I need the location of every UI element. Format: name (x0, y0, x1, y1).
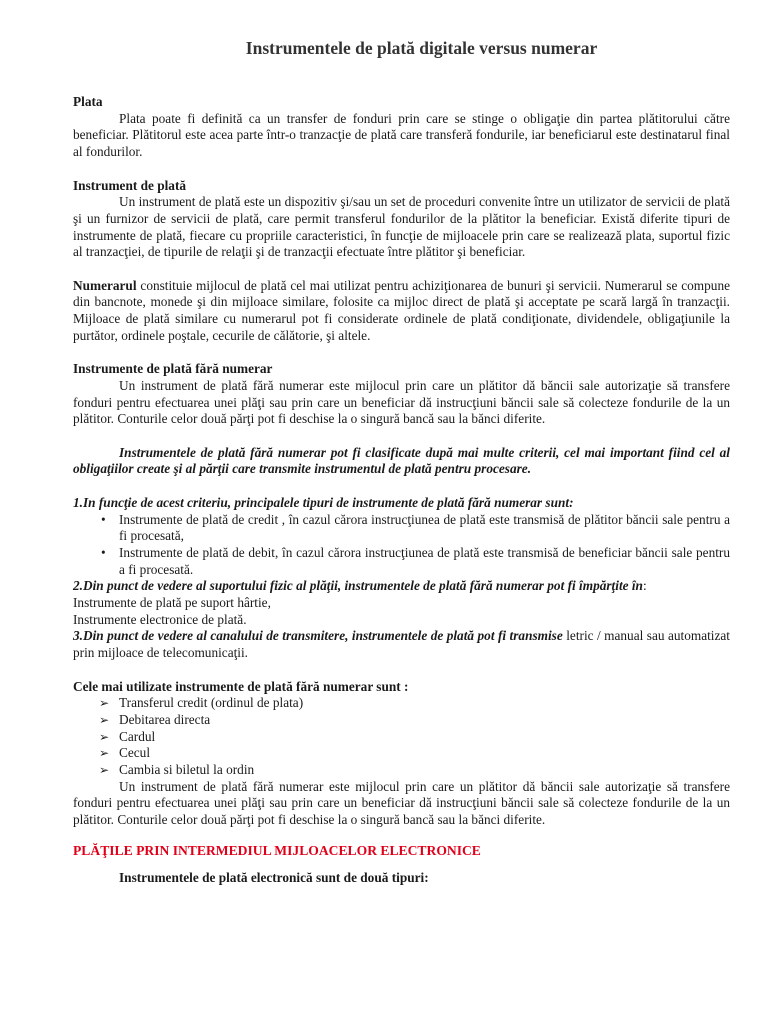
criterion-2-colon: : (642, 578, 647, 594)
section-heading-fara-numerar: Instrumente de plată fără numerar (73, 361, 273, 377)
criterion-2 (73, 578, 730, 595)
list-item: • Instrumente de plată de credit , în cazul cărora instrucţiunea de plată este transmisă de plătitor băncii sale pentru a fi procesată, (73, 512, 730, 545)
paragraph-clasificare: Instrumentele de plată fără numerar pot fi clasificate după mai multe criterii, cel mai important fiind cel al obligaţiilor create şi al părţii care transmite instrumentul de plată pentru procesare. (73, 444, 730, 477)
section-heading-utilizate: Cele mai utilizate instrumente de plată fără numerar sunt : (73, 678, 409, 694)
criterion-1-list (73, 512, 730, 579)
utilizate-list (73, 695, 730, 779)
page-title: Instrumentele de plată digitale versus numerar (245, 38, 598, 58)
list-item: ➢ Cambia si biletul la ordin (99, 762, 255, 778)
criterion-3 (73, 628, 730, 661)
criterion-2-line: Instrumente de plată pe suport hârtie, (73, 595, 271, 611)
numerar-lead: Numerarul (73, 277, 137, 293)
numerar-body: constituie mijlocul de plată cel mai utilizat pentru achiziţionarea de bunuri şi servicii. Numerarul se compune din bancnote, monede şi din mijloace similare, folosite ca mijloc direct de plată şi acceptate pe scară largă în tranzacţii. Mijloace de plată similare cu numerarul pot fi considerate ordinele de plată condiţionate, dividendele, obligaţiunile la purtător, ordinele poştale, cecurile de călătorie, şi altele. (73, 277, 730, 343)
section-heading-electronice: PLĂŢILE PRIN INTERMEDIUL MIJLOACELOR ELECTRONICE (73, 842, 481, 858)
paragraph-numerar (73, 278, 730, 345)
paragraph-plata: Plata poate fi definită ca un transfer de fonduri prin care se stinge o obligaţie din partea plătitorului către beneficiar. Plătitorul este acea parte într-o tranzacţie de plată care transferă fondurile, iar beneficiarul este destinatarul final al fondurilor. (73, 110, 730, 160)
list-item: • Instrumente de plată de debit, în cazul cărora instrucţiunea de plată este transmisă de beneficiar băncii sale pentru a fi procesată. (73, 545, 730, 578)
list-item: ➢ Cecul (99, 745, 151, 761)
list-item: ➢ Debitarea directa (99, 711, 211, 727)
arrowhead-icon: ➢ (99, 696, 110, 711)
section-heading-plata: Plata (73, 94, 103, 109)
arrowhead-icon: ➢ (99, 763, 110, 778)
arrowhead-icon: ➢ (99, 712, 110, 727)
arrowhead-icon: ➢ (99, 729, 110, 744)
criterion-3-text: 3.Din punct de vedere al canalului de transmitere, instrumentele de plată pot fi transmise (73, 628, 563, 644)
arrowhead-icon: ➢ (99, 746, 110, 761)
section-heading-instrument: Instrument de plată (73, 177, 187, 193)
list-item: ➢ Transferul credit (ordinul de plata) (99, 695, 304, 711)
paragraph-instrument: Un instrument de plată este un dispozitiv şi/sau un set de proceduri convenite între un utilizator de servicii de plată şi un furnizor de servicii de plată, care permit transferul fondurilor de la plătitor la beneficiar. Există diferite tipuri de instrumente de plată, fiecare cu propriile caracteristici, în funcţie de mijloacele prin care se realizează plata, suportul fizic al tranzacţiei, de tipurile de relaţii şi de tranzacţii efectuate între plătitor şi beneficiar. (73, 194, 730, 260)
criterion-3-rest: letric / manual sau automatizat prin mijloace de telecomunicaţii. (73, 628, 730, 661)
paragraph-utilizate: Un instrument de plată fără numerar este mijlocul prin care un plătitor dă băncii sale autorizaţie să transfere fonduri pentru efectuarea unei plăţi sau prin care un beneficiar dă instrucţiuni băncii sale să colecteze fondurile de la un plătitor. Conturile celor două părţi pot fi deschise la o singură bancă sau la bănci diferite. (73, 778, 730, 828)
paragraph-fara-numerar: Un instrument de plată fără numerar este mijlocul prin care un plătitor dă băncii sale autorizaţie să transfere fonduri pentru efectuarea unei plăţi sau prin care un beneficiar dă instrucţiuni băncii sale să colecteze fondurile de la un plătitor. Conturile celor două părţi pot fi deschise la o singură bancă sau la bănci diferite. (73, 377, 730, 427)
list-item: ➢ Cardul (99, 728, 156, 744)
criterion-2-line: Instrumente electronice de plată. (73, 611, 247, 627)
criterion-1: 1.In funcţie de acest criteriu, principalele tipuri de instrumente de plată fără numerar sunt: (73, 494, 574, 510)
criterion-2-text: 2.Din punct de vedere al suportului fizic al plăţii, instrumentele de plată fără numerar pot fi împărţite în (73, 578, 643, 594)
subheading-electronice: Instrumentele de plată electronică sunt de două tipuri: (119, 869, 429, 885)
